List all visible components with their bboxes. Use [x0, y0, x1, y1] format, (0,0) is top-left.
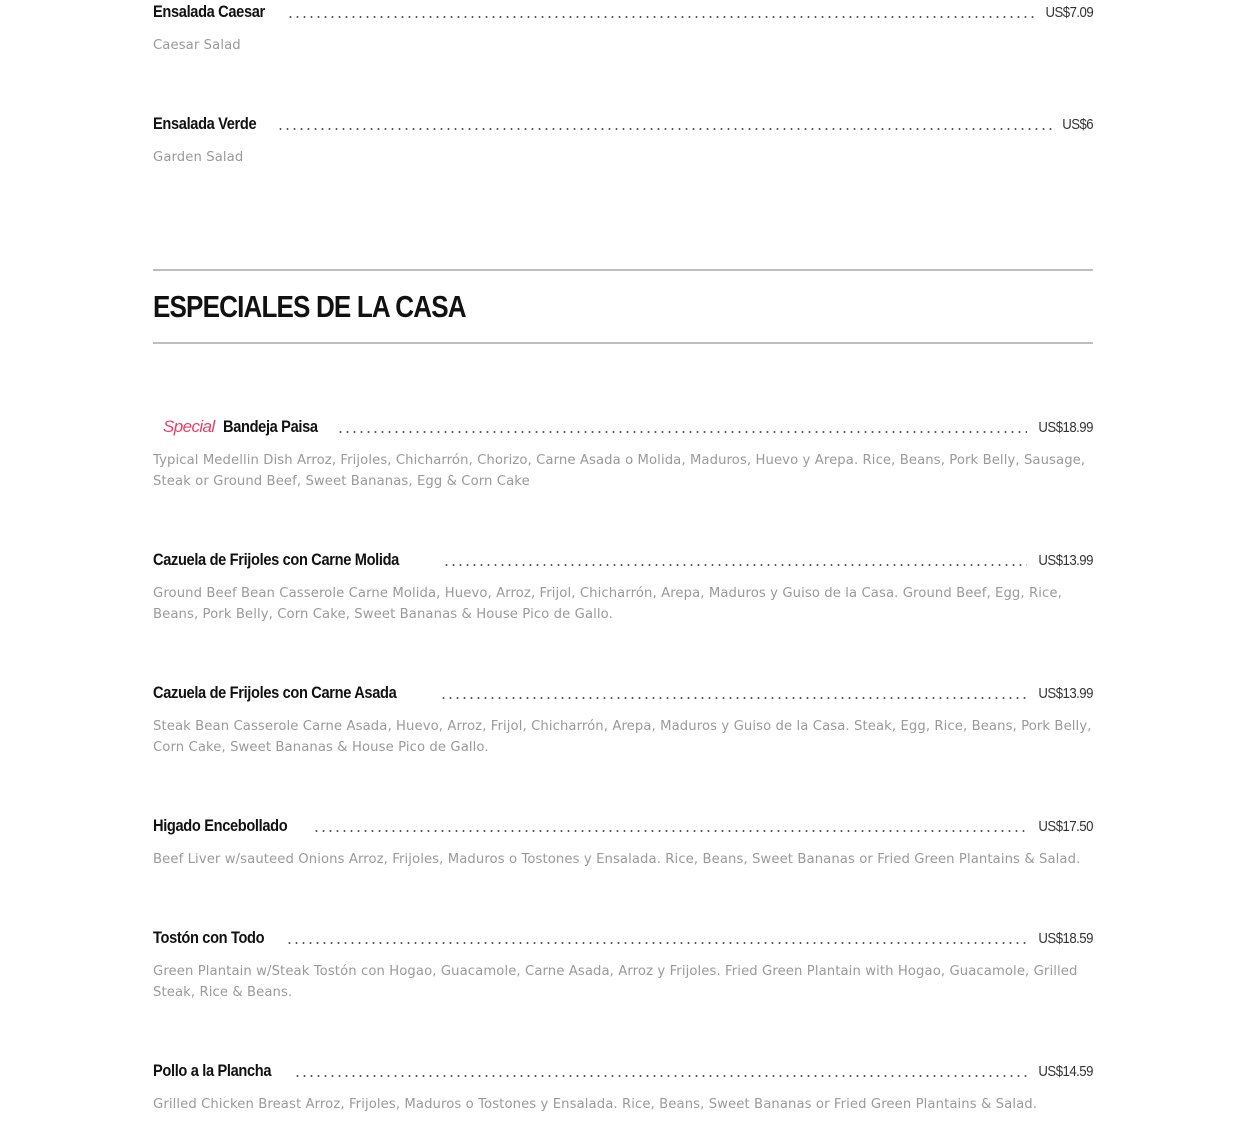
dot-leader: [337, 431, 1027, 433]
menu-item-name-wrap: [153, 926, 282, 950]
menu-item-name: Ensalada Caesar: [153, 2, 265, 21]
menu-item-description: Beef Liver w/sauteed Onions Arroz, Frijoles, Maduros o Tostones y Ensalada. Rice, Beans, Sweet Bananas or Fried Green Plantains & Salad.: [153, 852, 1081, 867]
section-title: ESPECIALES DE LA CASA: [153, 289, 466, 324]
menu-item-name-wrap: [153, 548, 439, 572]
menu-item[interactable]: [153, 1059, 1093, 1115]
menu-item-name-wrap: [153, 814, 309, 838]
menu-item-name-wrap: [153, 415, 333, 439]
menu-item-price: US$14.59: [1038, 1063, 1093, 1080]
menu-item-name: Higado Encebollado: [153, 816, 288, 835]
menu-item-header: [153, 0, 1093, 24]
menu-item-price: US$13.99: [1038, 552, 1093, 569]
menu-item-price: US$18.99: [1038, 419, 1093, 436]
menu-item-header: [153, 548, 1093, 572]
menu-item[interactable]: [153, 112, 1093, 168]
menu-item-name: Cazuela de Frijoles con Carne Asada: [153, 683, 397, 702]
dot-leader: [286, 942, 1027, 944]
menu-item[interactable]: [153, 814, 1093, 870]
menu-item-name: Cazuela de Frijoles con Carne Molida: [153, 550, 399, 569]
section-divider-bottom: [153, 342, 1093, 344]
menu-item-description: Grilled Chicken Breast Arroz, Frijoles, Maduros o Tostones y Ensalada. Rice, Beans, Sweet Bananas or Fried Green Plantains & Salad.: [153, 1097, 1038, 1112]
menu-item-description: Ground Beef Bean Casserole Carne Molida, Huevo, Arroz, Frijol, Chicharrón, Arepa, Maduros y Guiso de la Casa. Ground Beef, Egg, Rice, Beans, Pork Belly, Corn Cake, Sweet Bananas & House Pico de Gallo.: [153, 586, 1062, 622]
dot-leader: [313, 830, 1027, 832]
menu-item-name-wrap: [153, 1059, 290, 1083]
menu-item[interactable]: [153, 0, 1093, 56]
special-badge: Special: [163, 417, 215, 436]
menu-item-header: [153, 681, 1093, 705]
menu-item-description: Steak Bean Casserole Carne Asada, Huevo, Arroz, Frijol, Chicharrón, Arepa, Maduros y Guiso de la Casa. Steak, Egg, Rice, Beans, Pork Belly, Corn Cake, Sweet Bananas & House Pico de Gallo.: [153, 719, 1092, 755]
menu-item[interactable]: [153, 681, 1093, 758]
menu-item-name: Ensalada Verde: [153, 114, 257, 133]
dot-leader: [287, 16, 1035, 18]
menu-item-price: US$6: [1062, 116, 1093, 133]
section-divider-top: [153, 269, 1093, 271]
menu-item-name: Bandeja Paisa: [222, 417, 318, 436]
dot-leader: [443, 564, 1027, 566]
menu-item-name-wrap: [153, 112, 273, 136]
menu-item-name: Pollo a la Plancha: [153, 1061, 272, 1080]
menu-item-description: Green Plantain w/Steak Tostón con Hogao, Guacamole, Carne Asada, Arroz y Frijoles. Fried Green Plantain with Hogao, Guacamole, Grilled Steak, Rice & Beans.: [153, 964, 1078, 1000]
menu-item-price: US$7.09: [1045, 4, 1093, 21]
menu-item-price: US$17.50: [1038, 818, 1093, 835]
menu-item[interactable]: [153, 415, 1093, 492]
dot-leader: [277, 128, 1054, 130]
dot-leader: [440, 697, 1027, 699]
menu-item-name-wrap: [153, 0, 283, 24]
menu-item-description: Garden Salad: [153, 150, 244, 165]
menu-item-description: Typical Medellin Dish Arroz, Frijoles, Chicharrón, Chorizo, Carne Asada o Molida, Maduros, Huevo y Arepa. Rice, Beans, Pork Belly, Sausage, Steak or Ground Beef, Sweet Bananas, Egg & Corn Cake: [153, 453, 1086, 489]
menu-item-description: Caesar Salad: [153, 38, 241, 53]
menu-item-name-wrap: [153, 681, 436, 705]
menu-item-header: [153, 415, 1093, 439]
menu-item-name: Tostón con Todo: [153, 928, 265, 947]
menu-item[interactable]: [153, 926, 1093, 1003]
menu-item-header: [153, 112, 1093, 136]
menu-item-price: US$13.99: [1038, 685, 1093, 702]
menu-item-header: [153, 814, 1093, 838]
menu-item-price: US$18.59: [1038, 930, 1093, 947]
menu-item-header: [153, 926, 1093, 950]
menu-item[interactable]: [153, 548, 1093, 625]
dot-leader: [294, 1075, 1027, 1077]
menu-item-header: [153, 1059, 1093, 1083]
